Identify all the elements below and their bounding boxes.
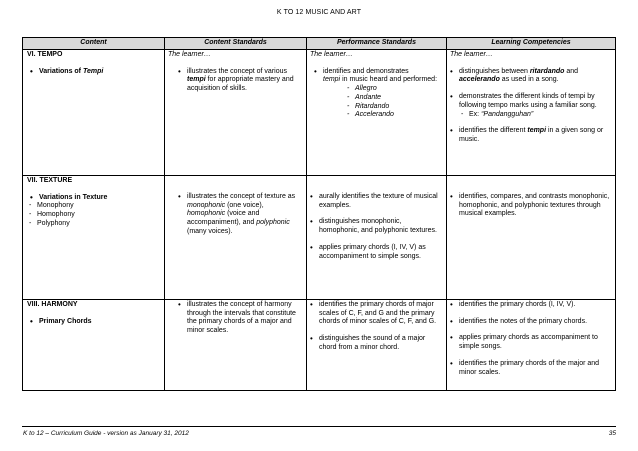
content-item-text: Variations of — [39, 67, 82, 75]
performance-text: identifies and demonstrates — [323, 67, 409, 75]
texture-competencies-cell — [447, 176, 616, 300]
column-header-content: Content — [23, 38, 165, 50]
texture-standards-cell — [165, 176, 307, 300]
tempo-standards-cell — [165, 50, 307, 176]
texture-performance-cell — [307, 176, 447, 300]
standard-emphasis: homophonic — [187, 210, 226, 218]
performance-text-end: in music heard and performed: — [340, 76, 438, 84]
texture-type: - Homophony — [27, 211, 164, 220]
competency-text-end: in a given song or music. — [459, 127, 604, 143]
performance-emphasis: tempi — [323, 76, 341, 84]
standard-text-mid: (one voice), — [225, 201, 264, 209]
competency-item: • identifies the notes of the primary chords. — [447, 318, 612, 327]
competency-item: • identifies the primary chords of the major and minor scales. — [447, 360, 612, 377]
performance-item — [311, 68, 443, 120]
competency-item — [447, 68, 612, 85]
tempo-competencies-cell — [447, 50, 616, 176]
standard-text-end: (many voices). — [187, 227, 233, 235]
example-prefix: Ex: — [469, 110, 482, 118]
texture-content-cell — [23, 176, 165, 300]
content-item-primary-chords: • Primary Chords — [27, 318, 164, 327]
competency-emphasis: accelerando — [459, 76, 500, 84]
tempo-performance-cell — [307, 50, 447, 176]
standard-text: illustrates the concept of texture as — [187, 193, 296, 200]
competency-text: distinguishes between — [459, 67, 530, 75]
performance-item: • distinguishes monophonic, homophonic, and polyphonic textures. — [307, 218, 443, 235]
standard-text-end: for appropriate mastery and acquisition of skills. — [187, 76, 294, 93]
tempo-term: - Accelerando — [345, 111, 443, 120]
section-title-texture: VII. TEXTURE — [27, 177, 73, 184]
competency-item: • applies primary chords as accompaniment to simple songs. — [447, 334, 612, 351]
standard-text: illustrates the concept of various — [187, 67, 287, 75]
standard-item: • illustrates the concept of harmony through the intervals that constitute the primary chords of a major and minor scales. — [175, 301, 303, 336]
footer-version: K to 12 – Curriculum Guide - version as January 31, 2012 — [23, 430, 189, 437]
tempo-term: - Ritardando — [345, 103, 443, 112]
learner-label: The learner… — [450, 51, 493, 58]
standard-item — [175, 193, 303, 237]
harmony-content-cell — [23, 300, 165, 391]
footer-rule — [22, 426, 616, 427]
standard-emphasis: tempi — [187, 76, 206, 84]
curriculum-table — [22, 37, 616, 391]
competency-text: identifies the different — [459, 127, 528, 135]
competency-text: demonstrates the different kinds of tempi by following tempo marks using a familiar song. — [459, 93, 597, 109]
tempo-term: - Andante — [345, 94, 443, 103]
learner-label: The learner… — [168, 51, 211, 58]
column-header-content-standards: Content Standards — [165, 38, 307, 50]
competency-item: • identifies the primary chords (I, IV, V). — [447, 301, 612, 310]
example-song: “Pandangguhan” — [481, 110, 534, 118]
harmony-standards-cell — [165, 300, 307, 391]
section-title-harmony: VIII. HARMONY — [27, 301, 78, 308]
competency-item: • identifies, compares, and contrasts monophonic, homophonic, and polyphonic textures through musical examples. — [447, 193, 612, 219]
performance-item: • identifies the primary chords of major scales of C, F, and G and the primary chords of minor scales of C, F, and G. — [307, 301, 443, 327]
performance-item: • aurally identifies the texture of musical examples. — [307, 193, 443, 210]
standard-emphasis: polyphonic — [256, 219, 290, 227]
competency-item — [447, 127, 612, 144]
tempo-content-cell — [23, 50, 165, 176]
texture-type: - Monophony — [27, 202, 164, 211]
performance-item: • distinguishes the sound of a major chord from a minor chord. — [307, 335, 443, 352]
column-header-learning-competencies: Learning Competencies — [447, 38, 616, 50]
table-row-harmony — [23, 300, 616, 391]
example-line — [459, 111, 612, 120]
competency-emphasis: ritardando — [529, 67, 565, 75]
harmony-competencies-cell — [447, 300, 616, 391]
content-item-emphasis: Tempi — [82, 67, 104, 75]
table-header-row — [23, 38, 616, 50]
section-title-tempo: VI. TEMPO — [27, 51, 63, 58]
competency-item — [447, 93, 612, 119]
content-item-variations-of-tempi — [27, 68, 164, 77]
document-header: K TO 12 MUSIC AND ART — [276, 9, 362, 16]
learner-label: The learner… — [310, 51, 353, 58]
standard-emphasis: monophonic — [187, 201, 226, 209]
performance-item: • applies primary chords (I, IV, V) as accompaniment to simple songs. — [307, 244, 443, 261]
competency-text-end: as used in a song. — [499, 76, 559, 84]
column-header-performance-standards: Performance Standards — [307, 38, 447, 50]
page-number: 35 — [608, 430, 616, 437]
tempo-term: - Allegro — [345, 85, 443, 94]
harmony-performance-cell — [307, 300, 447, 391]
standard-item — [175, 68, 303, 94]
table-row-tempo — [23, 50, 616, 176]
standard-text-mid: (voice and accompaniment), and — [187, 210, 260, 227]
table-row-texture — [23, 176, 616, 300]
content-item-variations-in-texture: • Variations in Texture — [27, 194, 164, 203]
texture-type: - Polyphony — [27, 220, 164, 229]
competency-text-mid: and — [564, 67, 579, 75]
competency-emphasis: tempi — [527, 127, 547, 135]
